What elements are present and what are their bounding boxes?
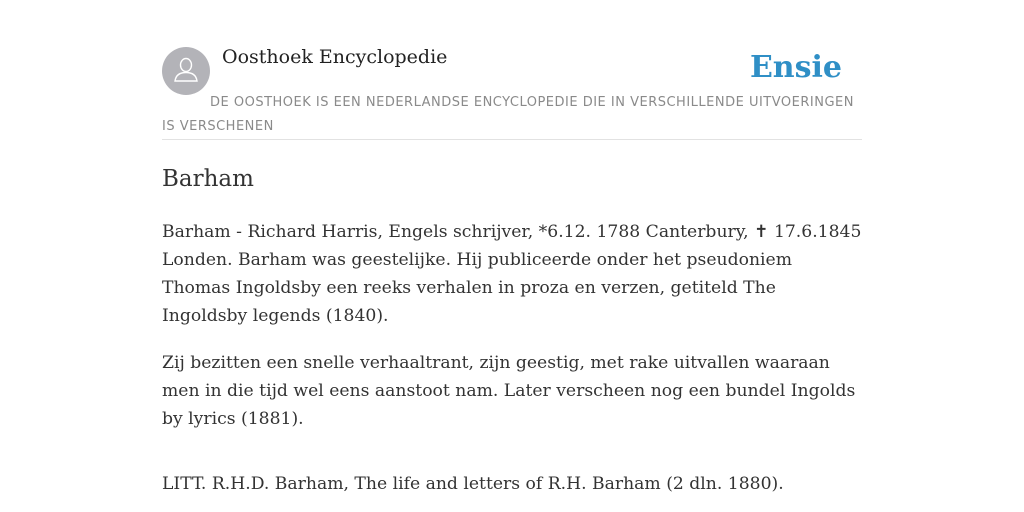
ensie-logo[interactable]: Ensie	[749, 50, 842, 85]
avatar[interactable]	[162, 47, 210, 95]
article-body	[162, 218, 862, 498]
user-icon	[172, 55, 200, 88]
article-card	[162, 40, 862, 512]
article-paragraph: Zij bezitten een snelle verhaaltrant, zijn geestig, met rake uitvallen waaraan men in die tijd wel eens aanstoot nam. Later verscheen nog een bundel Ingolds by lyrics (1881).	[162, 353, 856, 429]
source-name[interactable]: Oosthoek Encyclopedie	[222, 46, 448, 68]
article-title: Barham	[162, 166, 254, 192]
source-description: DE OOSTHOEK IS EEN NEDERLANDSE ENCYCLOPEDIE DIE IN VERSCHILLENDE UITVOERINGEN IS VERSCHENEN	[162, 95, 854, 134]
article-paragraph: Barham - Richard Harris, Engels schrijver, *6.12. 1788 Canterbury, ✝ 17.6.1845 Londen. Barham was geestelijke. Hij publiceerde onder het pseudoniem Thomas Ingoldsby een reeks verhalen in proza en verzen, getiteld The Ingoldsby legends (1840).	[162, 222, 862, 326]
literature-reference: LITT. R.H.D. Barham, The life and letters of R.H. Barham (2 dln. 1880).	[162, 474, 784, 494]
source-header	[162, 40, 862, 140]
